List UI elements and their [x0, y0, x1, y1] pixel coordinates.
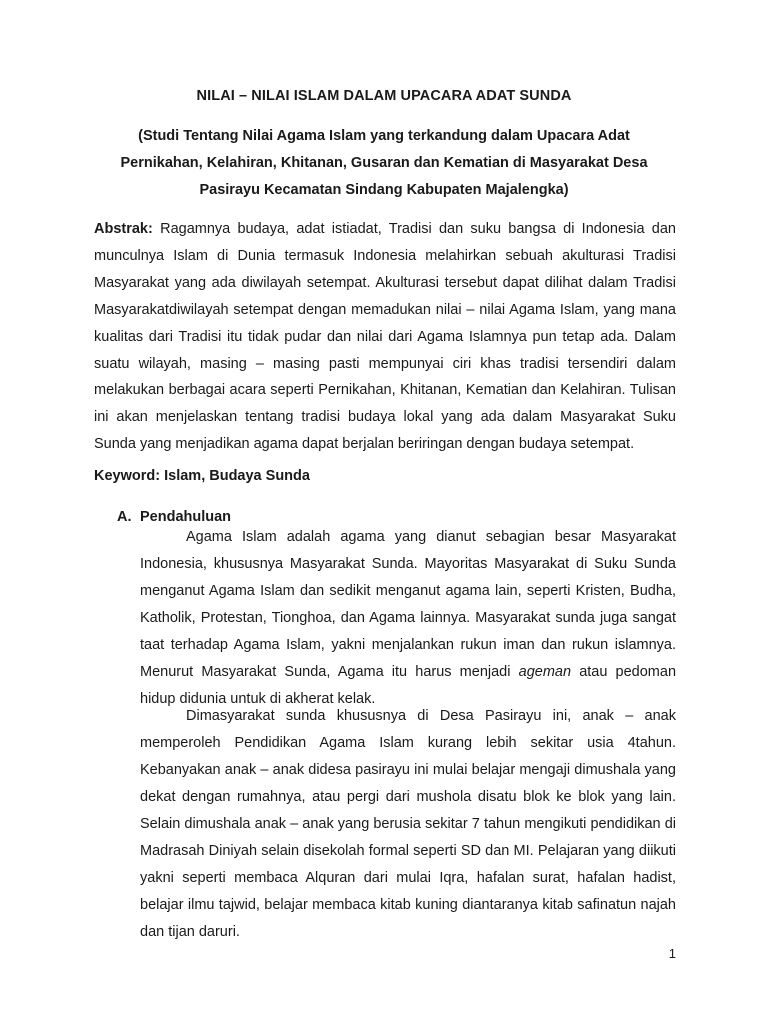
section-letter: A. — [117, 509, 132, 525]
abstract-block — [94, 216, 676, 458]
section-heading — [117, 509, 231, 525]
page-number: 1 — [668, 946, 676, 961]
paragraph-2-text: Dimasyarakat sunda khususnya di Desa Pasirayu ini, anak – anak memperoleh Pendidikan Agama Islam kurang lebih sekitar usia 4tahun. Kebanyakan anak – anak didesa pasirayu ini mulai belajar mengaji dimushala yang dekat dengan rumahnya, atau pergi dari mushola disatu blok ke blok yang lain. Selain dimushala anak – anak yang berusia sekitar 7 tahun mengikuti pendidikan di Madrasah Diniyah selain disekolah formal seperti SD dan MI. Pelajaran yang diikuti yakni seperti membaca Alquran dari mulai Iqra, hafalan surat, hafalan hadist, belajar ilmu tajwid, belajar membaca kitab kuning diantaranya kitab safinatun najah dan tijan daruri. — [140, 708, 676, 940]
abstract-label: Abstrak: — [94, 221, 153, 237]
keyword-label: Keyword: — [94, 468, 161, 484]
abstract-text: Ragamnya budaya, adat istiadat, Tradisi dan suku bangsa di Indonesia dan munculnya Islam di Dunia termasuk Indonesia melahirkan sebuah akulturasi Tradisi Masyarakat yang ada diwilayah setempat. Akulturasi tersebut dapat dilihat dalam Tradisi Masyarakatdiwilayah setempat dengan memadukan nilai – nilai Agama Islam, yang mana kualitas dari Tradisi itu tidak pudar dan nilai dari Agama Islamnya pun tetap ada. Dalam suatu wilayah, masing – masing pasti mempunyai ciri khas tradisi tersendiri dalam melakukan berbagai acara seperti Pernikahan, Khitanan, Kematian dan Kelahiran. Tulisan ini akan menjelaskan tentang tradisi budaya lokal yang ada dalam Masyarakat Suku Sunda yang menjadikan agama dapat berjalan beriringan dengan budaya setempat. — [94, 221, 676, 453]
keyword-line — [94, 468, 310, 484]
paragraph-1-text-end: atau pedoman hidup didunia untuk di akherat kelak. — [140, 664, 677, 707]
document-subtitle: (Studi Tentang Nilai Agama Islam yang terkandung dalam Upacara Adat Pernikahan, Kelahiran, Khitanan, Gusaran dan Kematian di Masyarakat Desa Pasirayu Kecamatan Sindang Kabupaten Majalengka) — [120, 128, 648, 198]
paragraph-1-italic-term: ageman — [518, 664, 572, 680]
document-title: NILAI – NILAI ISLAM DALAM UPACARA ADAT SUNDA — [196, 88, 572, 104]
paragraph-2 — [140, 703, 676, 946]
paragraph-1 — [140, 524, 676, 713]
keyword-value: Islam, Budaya Sunda — [164, 468, 310, 484]
paragraph-1-text: Agama Islam adalah agama yang dianut sebagian besar Masyarakat Indonesia, khususnya Masyarakat Sunda. Mayoritas Masyarakat di Suku Sunda menganut Agama Islam dan sedikit menganut agama lain, seperti Kristen, Budha, Katholik, Protestan, Tionghoa, dan Agama lainnya. Masyarakat sunda juga sangat taat terhadap Agama Islam, yakni menjalankan rukun iman dan rukun islamnya. Menurut Masyarakat Sunda, Agama itu harus menjadi — [140, 529, 676, 680]
section-title: Pendahuluan — [140, 509, 232, 525]
